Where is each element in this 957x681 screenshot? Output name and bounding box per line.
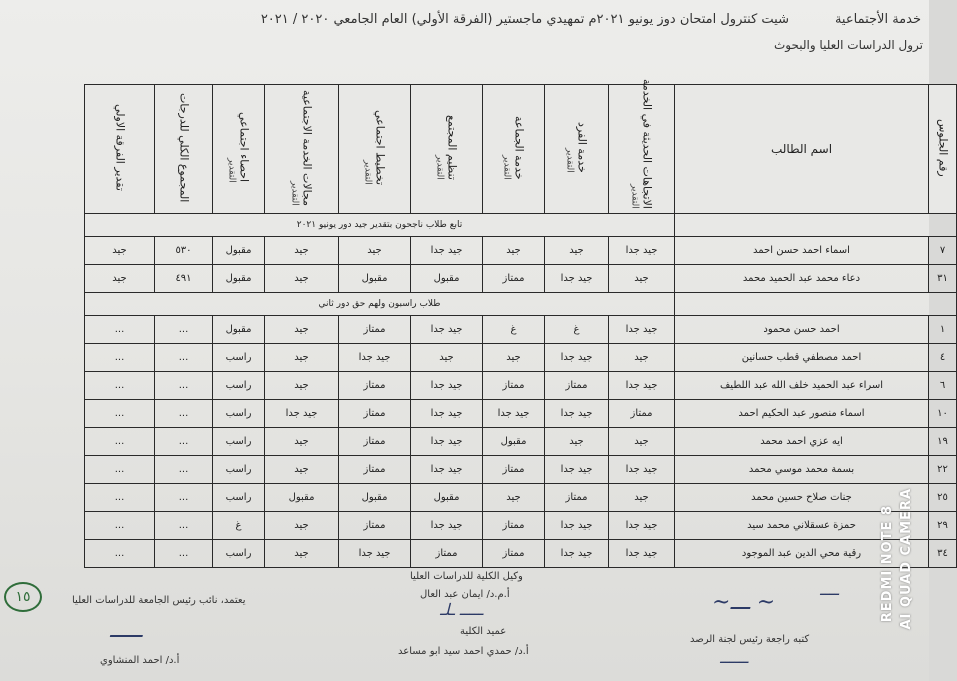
mark-cell: مقبول: [411, 484, 483, 512]
seat-cell: ٢٢: [929, 456, 957, 484]
grade-cell: ...: [85, 344, 155, 372]
mark-cell: جيد: [609, 484, 675, 512]
mark-cell: مقبول: [213, 316, 265, 344]
mark-cell: جيد جدا: [545, 456, 609, 484]
mark-cell: جيد: [265, 428, 339, 456]
mark-cell: جيد: [609, 265, 675, 293]
col-subject-7: احصاء اجتماعيالتقدير: [213, 85, 265, 214]
student-name-cell: رقية محي الدين عبد الموجود: [675, 540, 929, 568]
committee-signature-1: ~ـــ ~: [712, 590, 776, 615]
mark-cell: جيد: [265, 512, 339, 540]
table-row: [85, 372, 957, 400]
mark-cell: جيد: [339, 237, 411, 265]
committee-signature-2: ــــ: [820, 580, 839, 599]
mark-cell: مقبول: [411, 265, 483, 293]
student-name-cell: احمد مصطفي قطب حسانين: [675, 344, 929, 372]
table-row: [85, 456, 957, 484]
mark-cell: جيد: [265, 540, 339, 568]
header-subtitle: ترول الدراسات العليا والبحوث: [773, 38, 923, 52]
mark-cell: جيد: [265, 265, 339, 293]
mark-cell: غ: [483, 316, 545, 344]
mark-cell: جيد: [609, 428, 675, 456]
mark-cell: مقبول: [339, 484, 411, 512]
table-row: [85, 265, 957, 293]
mark-cell: مقبول: [213, 237, 265, 265]
student-name-cell: احمد حسن محمود: [675, 316, 929, 344]
mark-cell: ممتاز: [339, 512, 411, 540]
mark-cell: جيد جدا: [411, 456, 483, 484]
mark-cell: ممتاز: [483, 512, 545, 540]
section-spacer: [675, 293, 957, 316]
grade-cell: ...: [85, 372, 155, 400]
mark-cell: جيد: [483, 344, 545, 372]
seat-cell: ٢٥: [929, 484, 957, 512]
mark-cell: جيد: [265, 344, 339, 372]
section-spacer: [675, 214, 957, 237]
seat-cell: ٤: [929, 344, 957, 372]
seat-cell: ٦: [929, 372, 957, 400]
mark-cell: ممتاز: [545, 484, 609, 512]
total-cell: ...: [155, 456, 213, 484]
mark-cell: راسب: [213, 456, 265, 484]
grade-cell: ...: [85, 512, 155, 540]
mark-cell: جيد جدا: [339, 540, 411, 568]
total-cell: ...: [155, 344, 213, 372]
mark-cell: جيد جدا: [411, 512, 483, 540]
vice-dean-name: أ.م.د/ ايمان عبد العال: [420, 589, 510, 600]
col-total: المجموع الكلي للدرجات: [155, 85, 213, 214]
mark-cell: جيد: [411, 344, 483, 372]
mark-cell: جيد جدا: [609, 372, 675, 400]
grade-cell: جيد: [85, 265, 155, 293]
mark-cell: جيد: [483, 484, 545, 512]
mark-cell: جيد جدا: [411, 316, 483, 344]
mark-cell: مقبول: [265, 484, 339, 512]
committee-roles: كتبه راجعة رئيس لجنة الرصد: [690, 634, 810, 645]
mark-cell: جيد جدا: [411, 372, 483, 400]
table-row: [85, 540, 957, 568]
mark-cell: ممتاز: [609, 400, 675, 428]
mark-cell: ممتاز: [545, 372, 609, 400]
mark-cell: غ: [213, 512, 265, 540]
seat-cell: ١٠: [929, 400, 957, 428]
header-right: خدمة الأجتماعية: [834, 12, 921, 27]
grade-cell: جيد: [85, 237, 155, 265]
seat-cell: ٧: [929, 237, 957, 265]
mark-cell: ممتاز: [339, 456, 411, 484]
mark-cell: جيد جدا: [609, 512, 675, 540]
col-name: اسم الطالب: [675, 85, 929, 214]
grade-cell: ...: [85, 456, 155, 484]
grade-cell: ...: [85, 400, 155, 428]
total-cell: ...: [155, 512, 213, 540]
student-name-cell: جنات صلاح حسين محمد: [675, 484, 929, 512]
seat-cell: ٣١: [929, 265, 957, 293]
table-row: [85, 316, 957, 344]
section-title: طلاب راسبون ولهم حق دور ثاني: [85, 293, 675, 316]
student-name-cell: حمزة عسقلاني محمد سيد: [675, 512, 929, 540]
student-name-cell: اسماء منصور عبد الحكيم احمد: [675, 400, 929, 428]
student-name-cell: دعاء محمد عبد الحميد محمد: [675, 265, 929, 293]
mark-cell: راسب: [213, 484, 265, 512]
mark-cell: جيد جدا: [609, 237, 675, 265]
total-cell: ٤٩١: [155, 265, 213, 293]
total-cell: ...: [155, 428, 213, 456]
approver-name: أ.د/ احمد المنشاوي: [100, 655, 180, 666]
grade-cell: ...: [85, 484, 155, 512]
table-row: [85, 512, 957, 540]
dean-title: عميد الكلية: [460, 626, 507, 637]
total-cell: ٥٣٠: [155, 237, 213, 265]
mark-cell: ممتاز: [411, 540, 483, 568]
approver-signature: ـــــ: [110, 618, 143, 643]
total-cell: ...: [155, 316, 213, 344]
mark-cell: راسب: [213, 344, 265, 372]
approval-text: يعتمد، نائب رئيس الجامعة للدراسات العليا: [72, 595, 246, 606]
col-subject-1: الاتجاهات الحديثة في الخدمةالتقدير: [609, 85, 675, 214]
total-cell: ...: [155, 540, 213, 568]
seat-cell: ٣٤: [929, 540, 957, 568]
camera-watermark-line2: AI QUAD CAMERA: [899, 488, 914, 630]
mark-cell: ممتاز: [483, 265, 545, 293]
student-name-cell: بسمة محمد موسي محمد: [675, 456, 929, 484]
mark-cell: جيد جدا: [339, 344, 411, 372]
mark-cell: جيد: [265, 237, 339, 265]
col-subject-6: مجالات الخدمة الاجتماعيةالتقدير: [265, 85, 339, 214]
table-row: [85, 484, 957, 512]
mark-cell: جيد جدا: [545, 512, 609, 540]
mark-cell: جيد جدا: [411, 237, 483, 265]
mark-cell: مقبول: [213, 265, 265, 293]
mark-cell: ممتاز: [483, 456, 545, 484]
mark-cell: راسب: [213, 540, 265, 568]
seat-cell: ٢٩: [929, 512, 957, 540]
mark-cell: مقبول: [483, 428, 545, 456]
dean-name: أ.د/ حمدي احمد سيد ابو مساعد: [398, 646, 529, 657]
mark-cell: جيد: [265, 372, 339, 400]
mark-cell: جيد جدا: [609, 540, 675, 568]
grade-cell: ...: [85, 428, 155, 456]
mark-cell: جيد جدا: [411, 428, 483, 456]
table-row: [85, 400, 957, 428]
table-header-row: [85, 85, 957, 214]
section-header-row: [85, 214, 957, 237]
mark-cell: جيد جدا: [609, 456, 675, 484]
seat-cell: ١٩: [929, 428, 957, 456]
mark-cell: ممتاز: [339, 372, 411, 400]
mark-cell: جيد: [483, 237, 545, 265]
mark-cell: راسب: [213, 428, 265, 456]
col-subject-4: تنظيم المجتمعالتقدير: [411, 85, 483, 214]
header-title: شيت كنترول امتحان دوز يونيو ٢٠٢١م تمهيدي ماجستير (الفرقة الأولي) العام الجامعي ٢٠٢٠ / ٢٠٢١: [260, 12, 789, 27]
mark-cell: جيد جدا: [483, 400, 545, 428]
total-cell: ...: [155, 484, 213, 512]
mark-cell: جيد جدا: [545, 344, 609, 372]
col-seat: رقم الجلوس: [929, 85, 957, 214]
mark-cell: راسب: [213, 400, 265, 428]
student-name-cell: اسراء عبد الحميد خلف الله عبد اللطيف: [675, 372, 929, 400]
table-row: [85, 237, 957, 265]
committee-signature-3: ــــــ: [720, 648, 749, 667]
mark-cell: ممتاز: [339, 428, 411, 456]
mark-cell: راسب: [213, 372, 265, 400]
grade-cell: ...: [85, 316, 155, 344]
col-subject-3: خدمة الجماعةالتقدير: [483, 85, 545, 214]
section-title: تابع طلاب ناجحون بتقدير جيد دور يونيو ٢٠٢١: [85, 214, 675, 237]
vice-dean-signature: ـــــ ـلـ: [440, 600, 484, 619]
mark-cell: جيد: [265, 456, 339, 484]
section-header-row: [85, 293, 957, 316]
col-grade: تقدير الفرقة الاولي: [85, 85, 155, 214]
mark-cell: جيد: [609, 344, 675, 372]
mark-cell: جيد جدا: [545, 265, 609, 293]
student-name-cell: اسماء احمد حسن احمد: [675, 237, 929, 265]
mark-cell: مقبول: [339, 265, 411, 293]
mark-cell: ممتاز: [483, 540, 545, 568]
col-subject-2: خدمة الفردالتقدير: [545, 85, 609, 214]
camera-watermark-line1: REDMI NOTE 8: [880, 505, 895, 623]
mark-cell: جيد جدا: [545, 400, 609, 428]
mark-cell: جيد: [545, 428, 609, 456]
mark-cell: ممتاز: [339, 400, 411, 428]
mark-cell: جيد جدا: [609, 316, 675, 344]
student-name-cell: ايه عزي احمد محمد: [675, 428, 929, 456]
results-table: [84, 78, 957, 568]
grade-cell: ...: [85, 540, 155, 568]
mark-cell: جيد جدا: [411, 400, 483, 428]
table-row: [85, 428, 957, 456]
vice-dean-title: وكيل الكلية للدراسات العليا: [410, 571, 523, 582]
mark-cell: جيد: [545, 237, 609, 265]
table-row: [85, 344, 957, 372]
total-cell: ...: [155, 400, 213, 428]
mark-cell: جيد جدا: [265, 400, 339, 428]
col-subject-5: تخطيط اجتماعيالتقدير: [339, 85, 411, 214]
mark-cell: جيد جدا: [545, 540, 609, 568]
total-cell: ...: [155, 372, 213, 400]
seat-cell: ١: [929, 316, 957, 344]
mark-cell: ممتاز: [483, 372, 545, 400]
page-number-badge: ١٥: [4, 582, 42, 612]
mark-cell: ممتاز: [339, 316, 411, 344]
mark-cell: غ: [545, 316, 609, 344]
mark-cell: جيد: [265, 316, 339, 344]
